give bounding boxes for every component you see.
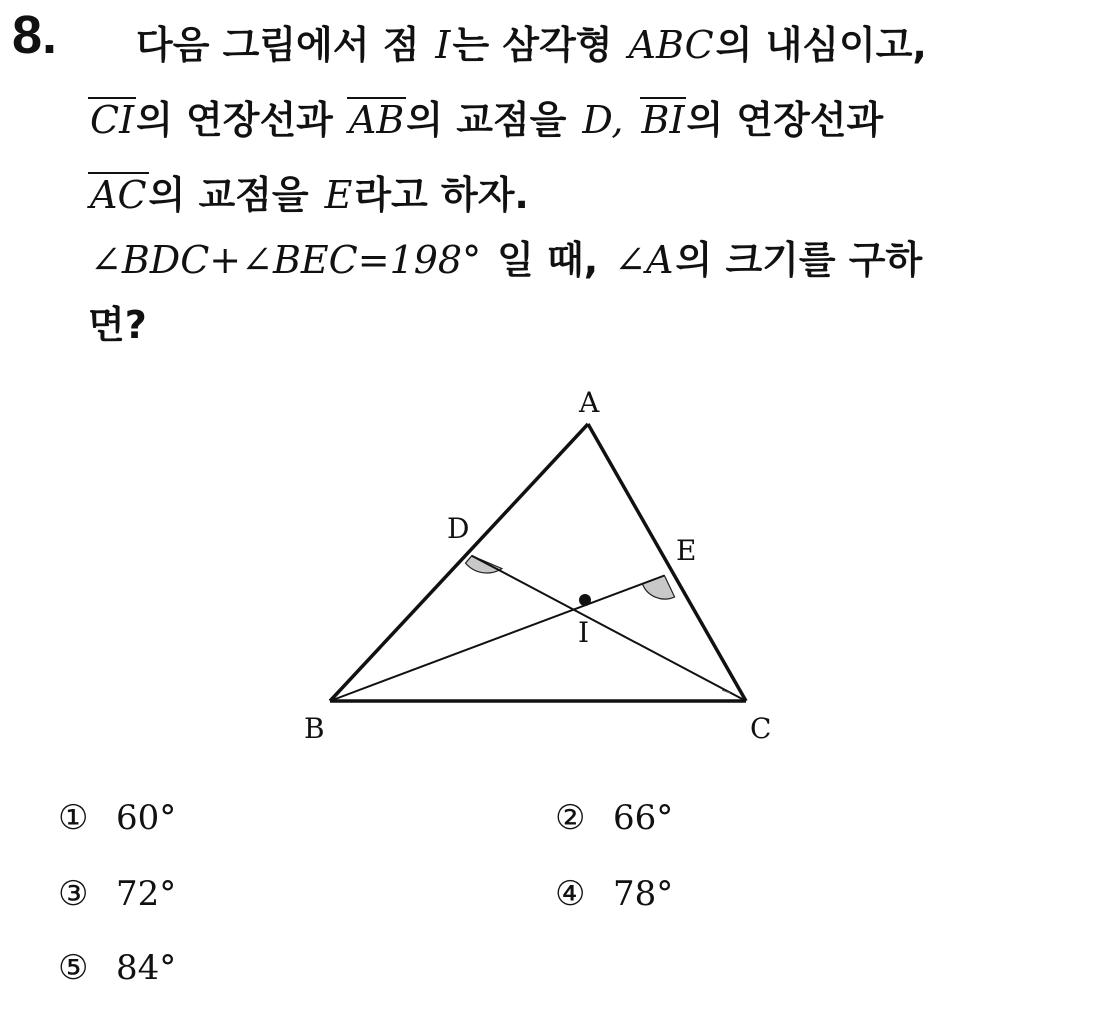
stem-text: 다음 그림에서 점 [136, 23, 420, 67]
choice-3[interactable] [58, 872, 176, 916]
stem-line-1 [136, 16, 927, 74]
label-e: E [676, 534, 697, 567]
stem-text: 라고 하자. [354, 173, 529, 217]
label-d: D [447, 512, 470, 545]
point-e-label: E [324, 173, 353, 217]
stem-text: 는 삼각형 [452, 23, 613, 67]
segment-ci: CI [90, 98, 135, 142]
incenter-point [579, 594, 591, 606]
stem-text: 의 교점을 [148, 173, 309, 217]
choice-1[interactable] [58, 796, 176, 840]
stem-text: 일 때, [497, 238, 599, 282]
side-ab [330, 424, 588, 701]
choice-value: 78° [613, 874, 674, 914]
stem-line-5 [88, 296, 147, 354]
segment-ab: AB [348, 98, 405, 142]
stem-text: 의 연장선과 [136, 98, 333, 142]
choice-number: ① [58, 798, 89, 838]
choice-5[interactable] [58, 946, 176, 990]
choice-4[interactable] [555, 872, 673, 916]
choice-value: 84° [116, 948, 177, 988]
choice-number: ③ [58, 874, 89, 914]
segment-bi: BI [641, 98, 685, 142]
choice-2[interactable] [555, 796, 673, 840]
segment-ac: AC [90, 173, 147, 217]
stem-text: 의 내심이고, [715, 23, 927, 67]
choice-value: 66° [613, 798, 674, 838]
choice-number: ⑤ [58, 948, 89, 988]
stem-line-4 [88, 231, 922, 289]
label-c: C [750, 712, 772, 745]
triangle-figure [280, 375, 820, 755]
label-i: I [578, 616, 590, 649]
choice-number: ② [555, 798, 586, 838]
triangle-name: ABC [628, 23, 714, 67]
stem-line-3 [88, 166, 529, 224]
angle-a-label: ∠A [614, 238, 674, 282]
angle-sum-expression: ∠BDC+∠BEC=198° [90, 238, 482, 282]
segment-be [330, 576, 664, 702]
choice-value: 72° [116, 874, 177, 914]
point-i-label: I [435, 23, 451, 67]
stem-text: 면? [88, 303, 147, 347]
angle-marker-bec [642, 576, 674, 600]
angle-marker-bdc [466, 556, 502, 573]
question-number: 8. [12, 5, 58, 65]
stem-line-2 [88, 91, 883, 149]
stem-text: 의 연장선과 [686, 98, 884, 142]
choice-value: 60° [116, 798, 177, 838]
choice-number: ④ [555, 874, 586, 914]
stem-text: 의 교점을 [406, 98, 567, 142]
stem-text: 의 크기를 구하 [675, 238, 923, 282]
label-b: B [304, 712, 325, 745]
label-a: A [579, 386, 600, 419]
point-d-label: D, [582, 98, 624, 142]
